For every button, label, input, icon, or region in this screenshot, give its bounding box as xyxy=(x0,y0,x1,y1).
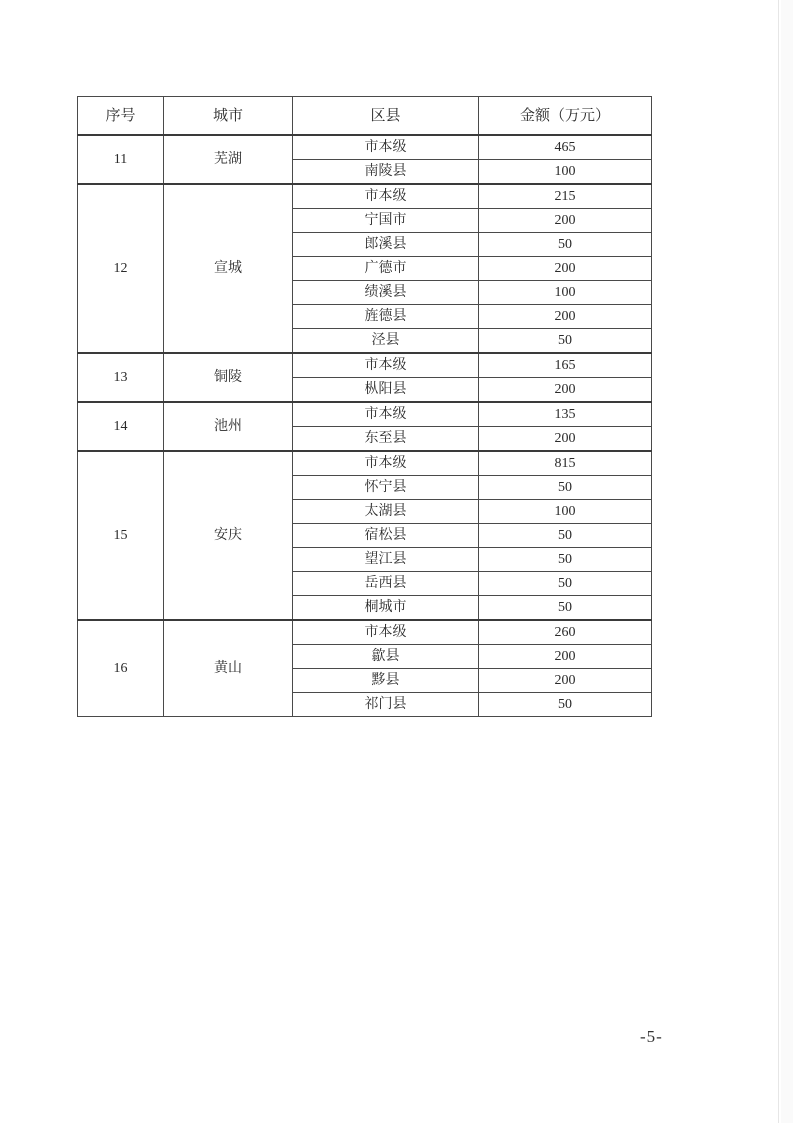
amount-cell: 50 xyxy=(479,693,652,717)
amount-cell: 200 xyxy=(479,257,652,281)
seq-cell: 13 xyxy=(78,353,164,402)
county-cell: 南陵县 xyxy=(293,160,479,185)
seq-cell: 16 xyxy=(78,620,164,717)
amount-cell: 50 xyxy=(479,572,652,596)
amount-cell: 50 xyxy=(479,548,652,572)
county-cell: 泾县 xyxy=(293,329,479,354)
county-cell: 祁门县 xyxy=(293,693,479,717)
allocation-table xyxy=(77,96,652,717)
seq-cell: 11 xyxy=(78,135,164,184)
table-row xyxy=(78,184,652,209)
amount-cell: 100 xyxy=(479,500,652,524)
amount-cell: 100 xyxy=(479,160,652,185)
county-cell: 市本级 xyxy=(293,353,479,378)
county-cell: 市本级 xyxy=(293,620,479,645)
table-row xyxy=(78,135,652,160)
table-row xyxy=(78,451,652,476)
amount-cell: 200 xyxy=(479,645,652,669)
county-cell: 市本级 xyxy=(293,402,479,427)
county-cell: 岳西县 xyxy=(293,572,479,596)
amount-cell: 50 xyxy=(479,233,652,257)
amount-cell: 215 xyxy=(479,184,652,209)
county-cell: 旌德县 xyxy=(293,305,479,329)
scan-edge-line xyxy=(778,0,779,1123)
header-county: 区县 xyxy=(293,97,479,136)
amount-cell: 200 xyxy=(479,305,652,329)
city-cell: 芜湖 xyxy=(164,135,293,184)
city-cell: 黄山 xyxy=(164,620,293,717)
county-cell: 望江县 xyxy=(293,548,479,572)
seq-cell: 15 xyxy=(78,451,164,620)
amount-cell: 50 xyxy=(479,524,652,548)
city-cell: 宣城 xyxy=(164,184,293,353)
county-cell: 市本级 xyxy=(293,451,479,476)
county-cell: 桐城市 xyxy=(293,596,479,621)
county-cell: 市本级 xyxy=(293,135,479,160)
table-row xyxy=(78,620,652,645)
header-amount: 金额（万元） xyxy=(479,97,652,136)
table-row xyxy=(78,353,652,378)
amount-cell: 815 xyxy=(479,451,652,476)
seq-cell: 12 xyxy=(78,184,164,353)
amount-cell: 200 xyxy=(479,378,652,403)
county-cell: 市本级 xyxy=(293,184,479,209)
city-cell: 安庆 xyxy=(164,451,293,620)
city-cell: 铜陵 xyxy=(164,353,293,402)
county-cell: 绩溪县 xyxy=(293,281,479,305)
county-cell: 黟县 xyxy=(293,669,479,693)
city-cell: 池州 xyxy=(164,402,293,451)
amount-cell: 465 xyxy=(479,135,652,160)
county-cell: 宿松县 xyxy=(293,524,479,548)
county-cell: 歙县 xyxy=(293,645,479,669)
table-body xyxy=(78,135,652,717)
table-row xyxy=(78,402,652,427)
amount-cell: 200 xyxy=(479,209,652,233)
header-row xyxy=(78,97,652,136)
seq-cell: 14 xyxy=(78,402,164,451)
amount-cell: 260 xyxy=(479,620,652,645)
amount-cell: 200 xyxy=(479,427,652,452)
page-number: -5- xyxy=(640,1027,663,1046)
county-cell: 郎溪县 xyxy=(293,233,479,257)
amount-cell: 100 xyxy=(479,281,652,305)
amount-cell: 50 xyxy=(479,329,652,354)
county-cell: 枞阳县 xyxy=(293,378,479,403)
amount-cell: 165 xyxy=(479,353,652,378)
county-cell: 怀宁县 xyxy=(293,476,479,500)
county-cell: 太湖县 xyxy=(293,500,479,524)
scan-margin xyxy=(781,0,793,1123)
amount-cell: 200 xyxy=(479,669,652,693)
county-cell: 广德市 xyxy=(293,257,479,281)
header-seq: 序号 xyxy=(78,97,164,136)
amount-cell: 135 xyxy=(479,402,652,427)
amount-cell: 50 xyxy=(479,596,652,621)
county-cell: 宁国市 xyxy=(293,209,479,233)
county-cell: 东至县 xyxy=(293,427,479,452)
amount-cell: 50 xyxy=(479,476,652,500)
header-city: 城市 xyxy=(164,97,293,136)
